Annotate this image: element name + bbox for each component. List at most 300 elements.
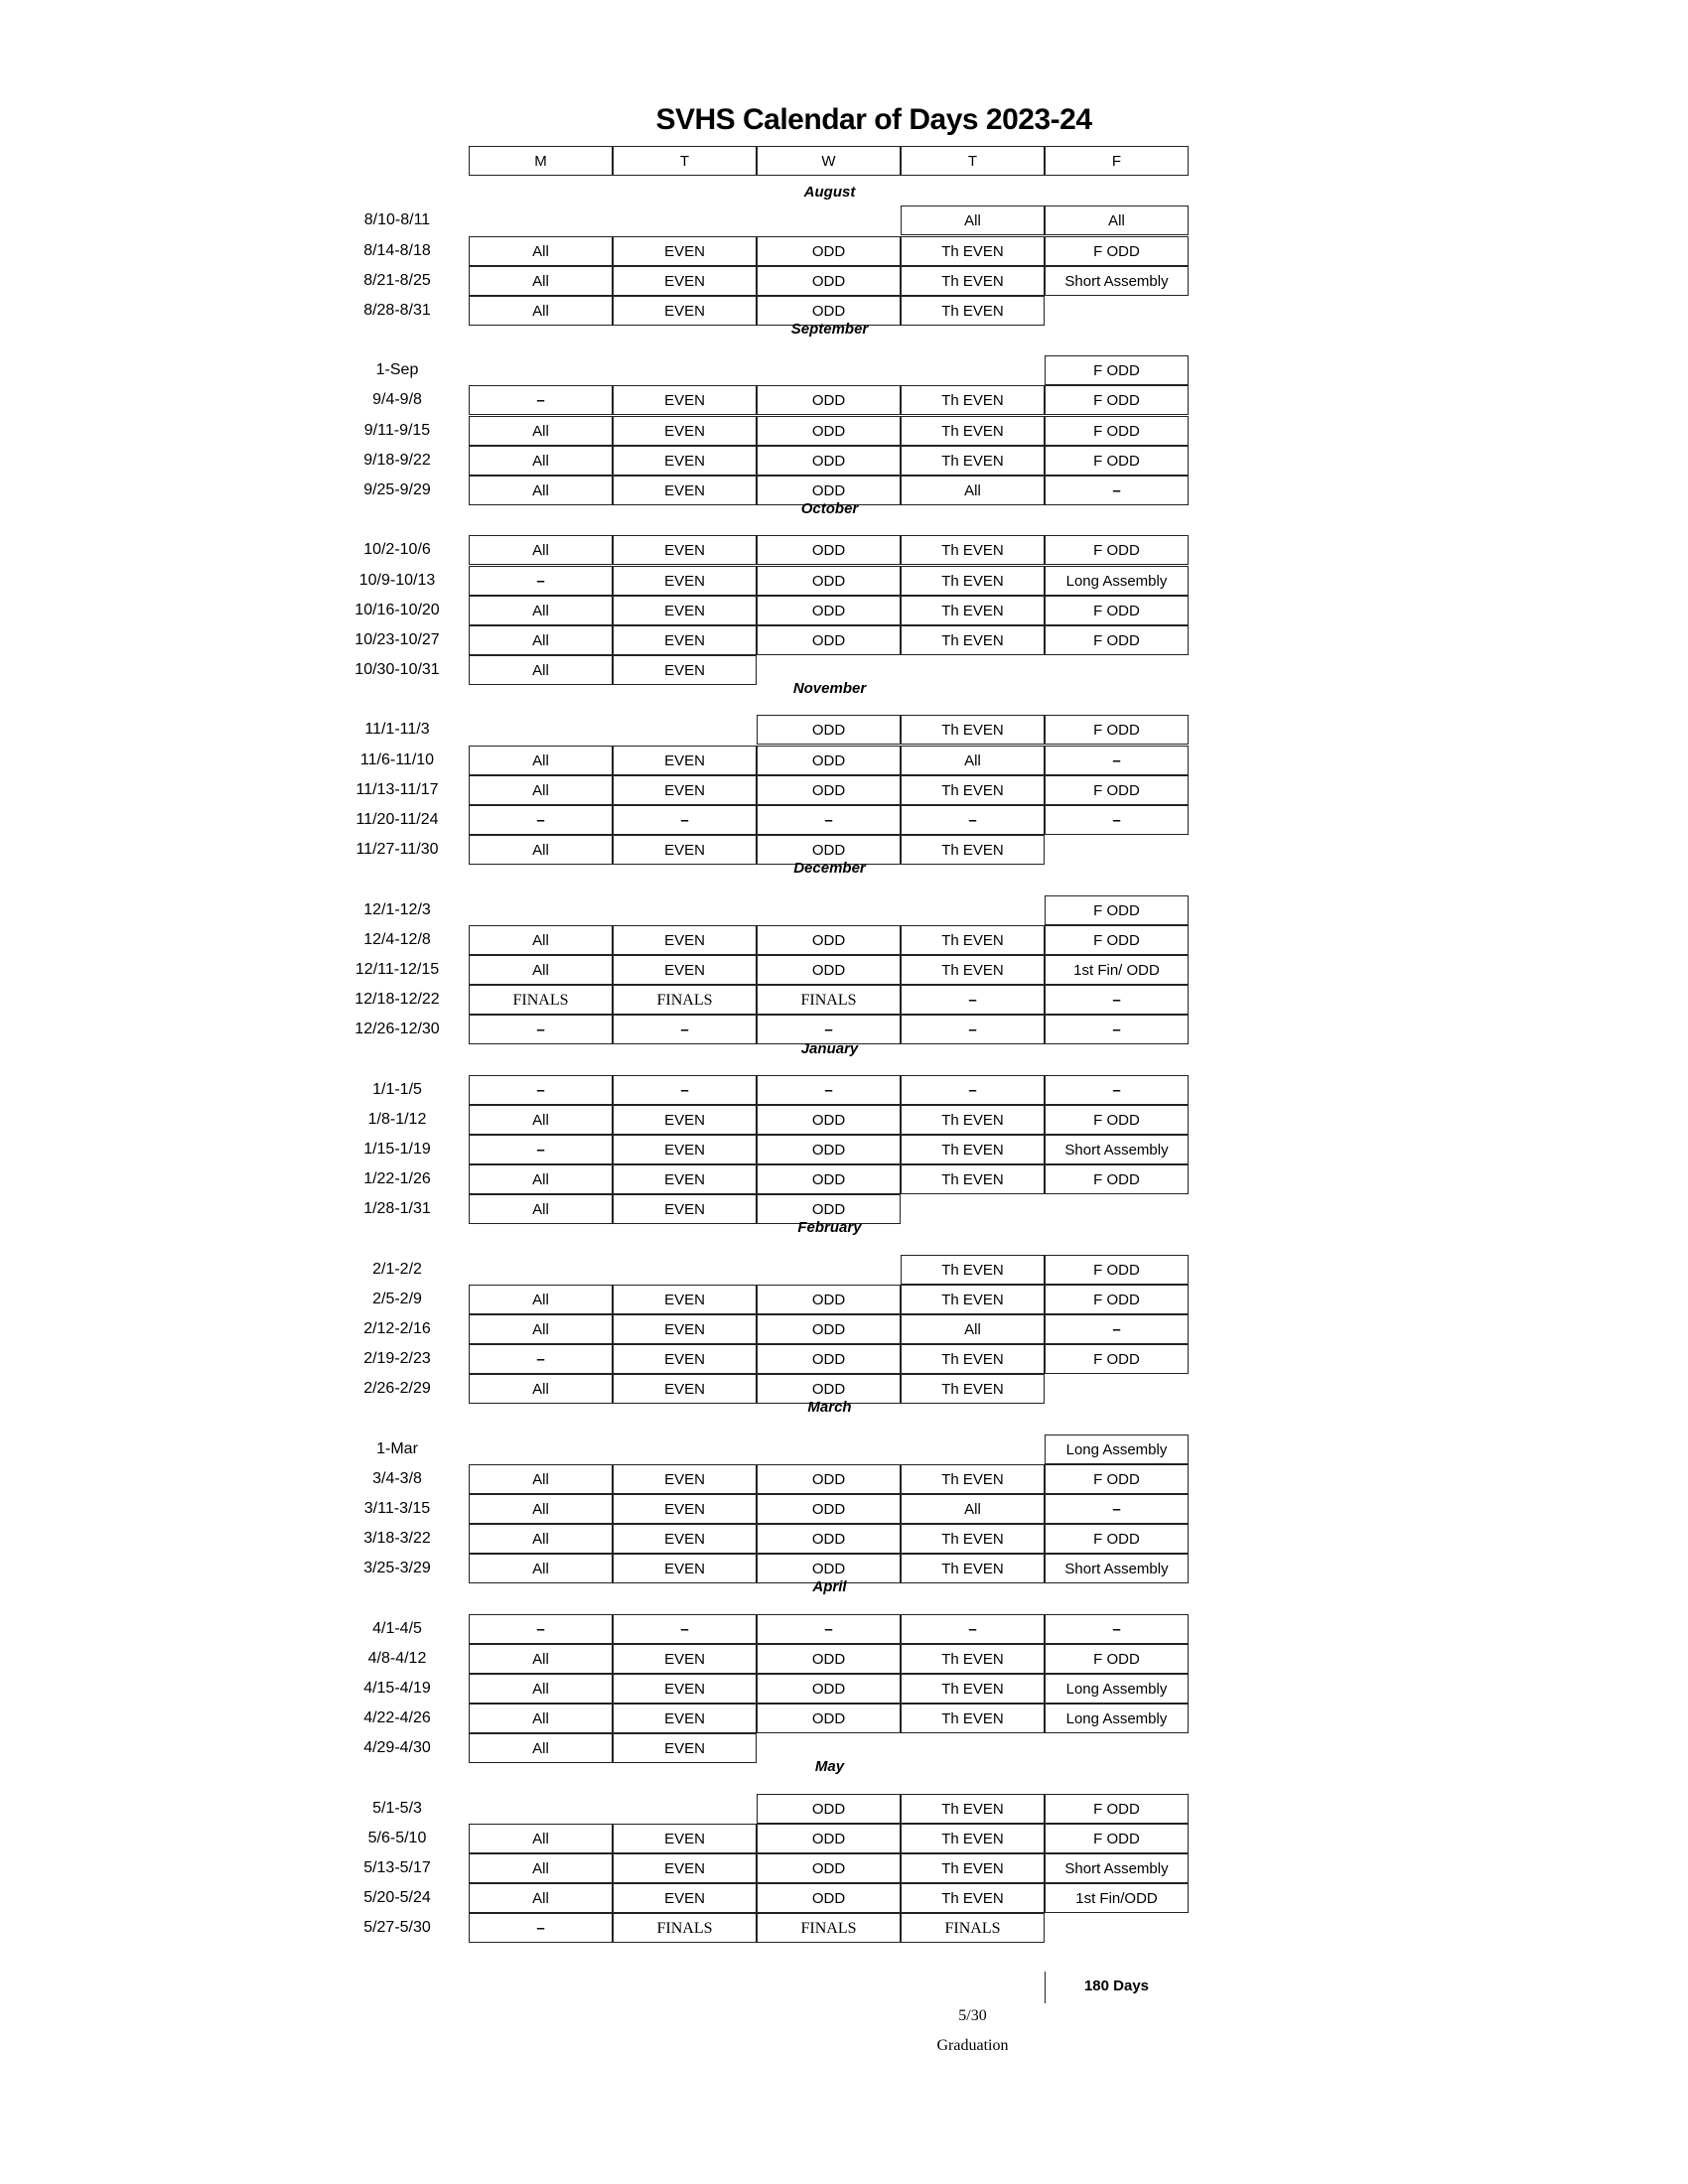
day-cell-thursday: All bbox=[901, 1494, 1045, 1524]
day-cell-monday: All bbox=[469, 296, 613, 326]
day-cell-friday: – bbox=[1045, 1075, 1189, 1105]
month-heading-april: April bbox=[812, 1578, 847, 1595]
day-cell-wednesday: FINALS bbox=[757, 1913, 901, 1943]
day-cell-tuesday: EVEN bbox=[613, 1883, 757, 1913]
day-cell-tuesday: EVEN bbox=[613, 625, 757, 655]
day-cell-tuesday: EVEN bbox=[613, 1105, 757, 1135]
day-cell-friday: F ODD bbox=[1045, 625, 1189, 655]
day-cell-thursday: Th EVEN bbox=[901, 1464, 1045, 1494]
day-cell-monday: All bbox=[469, 1644, 613, 1674]
day-cell-thursday: Th EVEN bbox=[901, 446, 1045, 476]
day-cell-friday: Long Assembly bbox=[1045, 1704, 1189, 1733]
week-row bbox=[0, 985, 1688, 1015]
day-cell-friday: – bbox=[1045, 805, 1189, 835]
day-cell-thursday: Th EVEN bbox=[901, 1794, 1045, 1824]
week-row bbox=[0, 625, 1688, 655]
day-cell-tuesday: EVEN bbox=[613, 1674, 757, 1704]
day-cell-wednesday: – bbox=[757, 1015, 901, 1044]
day-cell-thursday: Th EVEN bbox=[901, 1674, 1045, 1704]
day-cell-friday: F ODD bbox=[1045, 1285, 1189, 1314]
day-cell-wednesday: ODD bbox=[757, 296, 901, 326]
day-cell-friday: Short Assembly bbox=[1045, 1853, 1189, 1883]
week-row bbox=[0, 925, 1688, 955]
week-date-range: 5/27-5/30 bbox=[363, 1919, 431, 1936]
day-cell-tuesday: EVEN bbox=[613, 1733, 757, 1763]
day-cell-monday: All bbox=[469, 746, 613, 775]
header-tuesday: T bbox=[613, 146, 757, 176]
week-row bbox=[0, 355, 1688, 385]
day-cell-thursday: – bbox=[901, 1075, 1045, 1105]
day-cell-tuesday: EVEN bbox=[613, 566, 757, 596]
month-heading-november: November bbox=[792, 680, 867, 697]
day-cell-monday: All bbox=[469, 1704, 613, 1733]
week-date-range: 1-Sep bbox=[375, 361, 419, 378]
week-row bbox=[0, 775, 1688, 805]
day-cell-thursday: – bbox=[901, 985, 1045, 1015]
week-date-range: 4/15-4/19 bbox=[363, 1680, 431, 1697]
day-cell-friday: F ODD bbox=[1045, 895, 1189, 925]
day-cell-friday: F ODD bbox=[1045, 715, 1189, 745]
day-cell-monday: – bbox=[469, 1913, 613, 1943]
week-date-range: 11/1-11/3 bbox=[364, 721, 430, 738]
week-row bbox=[0, 1883, 1688, 1913]
day-cell-monday: All bbox=[469, 1194, 613, 1224]
day-cell-thursday: Th EVEN bbox=[901, 416, 1045, 446]
week-row bbox=[0, 805, 1688, 835]
day-cell-tuesday: – bbox=[613, 1015, 757, 1044]
week-row bbox=[0, 1285, 1688, 1314]
week-row bbox=[0, 1464, 1688, 1494]
day-cell-wednesday: ODD bbox=[757, 746, 901, 775]
day-cell-friday: Long Assembly bbox=[1045, 566, 1189, 596]
day-cell-monday: All bbox=[469, 1314, 613, 1344]
day-cell-thursday: Th EVEN bbox=[901, 925, 1045, 955]
day-cell-thursday: Th EVEN bbox=[901, 596, 1045, 625]
day-cell-tuesday: EVEN bbox=[613, 1164, 757, 1194]
day-cell-thursday: Th EVEN bbox=[901, 955, 1045, 985]
header-thursday: T bbox=[901, 146, 1045, 176]
day-cell-monday: All bbox=[469, 655, 613, 685]
total-days: 180 Days bbox=[1083, 1978, 1150, 1994]
day-cell-tuesday: – bbox=[613, 1075, 757, 1105]
day-cell-monday: All bbox=[469, 955, 613, 985]
day-cell-wednesday: ODD bbox=[757, 1883, 901, 1913]
day-cell-tuesday: EVEN bbox=[613, 1824, 757, 1853]
day-cell-monday: – bbox=[469, 1344, 613, 1374]
graduation-date: 5/30 bbox=[958, 2007, 987, 2024]
day-cell-wednesday: ODD bbox=[757, 236, 901, 266]
day-cell-thursday: Th EVEN bbox=[901, 1883, 1045, 1913]
week-row bbox=[0, 1644, 1688, 1674]
day-cell-friday: F ODD bbox=[1045, 446, 1189, 476]
day-cell-tuesday: – bbox=[613, 805, 757, 835]
day-cell-friday: F ODD bbox=[1045, 1794, 1189, 1824]
day-cell-tuesday: EVEN bbox=[613, 446, 757, 476]
day-cell-thursday: All bbox=[901, 205, 1045, 235]
day-cell-tuesday: EVEN bbox=[613, 1524, 757, 1554]
day-cell-wednesday: ODD bbox=[757, 266, 901, 296]
day-cell-friday: F ODD bbox=[1045, 1344, 1189, 1374]
week-date-range: 2/1-2/2 bbox=[372, 1261, 422, 1278]
day-cell-friday: – bbox=[1045, 746, 1189, 775]
day-cell-thursday: Th EVEN bbox=[901, 1554, 1045, 1583]
week-date-range: 8/10-8/11 bbox=[363, 211, 431, 228]
day-cell-thursday: Th EVEN bbox=[901, 1255, 1045, 1285]
day-cell-friday: F ODD bbox=[1045, 1164, 1189, 1194]
week-row bbox=[0, 535, 1688, 565]
day-cell-monday: All bbox=[469, 1674, 613, 1704]
header-monday: M bbox=[469, 146, 613, 176]
week-row bbox=[0, 1135, 1688, 1164]
week-row bbox=[0, 1075, 1688, 1105]
day-cell-tuesday: EVEN bbox=[613, 925, 757, 955]
header-wednesday: W bbox=[757, 146, 901, 176]
day-cell-thursday: Th EVEN bbox=[901, 266, 1045, 296]
day-cell-tuesday: EVEN bbox=[613, 476, 757, 505]
week-row bbox=[0, 1674, 1688, 1704]
week-date-range: 11/13-11/17 bbox=[355, 781, 439, 798]
day-cell-tuesday: EVEN bbox=[613, 416, 757, 446]
day-cell-monday: All bbox=[469, 925, 613, 955]
day-cell-thursday: All bbox=[901, 1314, 1045, 1344]
day-cell-tuesday: EVEN bbox=[613, 835, 757, 865]
week-date-range: 1/22-1/26 bbox=[363, 1170, 431, 1187]
day-cell-thursday: Th EVEN bbox=[901, 1853, 1045, 1883]
day-cell-friday: – bbox=[1045, 985, 1189, 1015]
week-row bbox=[0, 1494, 1688, 1524]
day-cell-monday: All bbox=[469, 1824, 613, 1853]
day-cell-friday: F ODD bbox=[1045, 596, 1189, 625]
day-cell-tuesday: EVEN bbox=[613, 1135, 757, 1164]
day-cell-thursday: Th EVEN bbox=[901, 1285, 1045, 1314]
week-row bbox=[0, 1105, 1688, 1135]
day-cell-thursday: – bbox=[901, 1614, 1045, 1644]
day-cell-wednesday: ODD bbox=[757, 625, 901, 655]
week-date-range: 5/6-5/10 bbox=[367, 1830, 427, 1846]
week-date-range: 10/2-10/6 bbox=[363, 541, 431, 558]
day-cell-friday: Long Assembly bbox=[1045, 1434, 1189, 1464]
week-row bbox=[0, 1344, 1688, 1374]
day-cell-monday: – bbox=[469, 1614, 613, 1644]
week-date-range: 1/15-1/19 bbox=[363, 1141, 431, 1158]
day-cell-thursday: Th EVEN bbox=[901, 625, 1045, 655]
day-cell-tuesday: EVEN bbox=[613, 655, 757, 685]
week-date-range: 1-Mar bbox=[376, 1440, 418, 1457]
week-date-range: 9/11-9/15 bbox=[363, 422, 431, 439]
day-cell-monday: All bbox=[469, 1524, 613, 1554]
day-cell-tuesday: EVEN bbox=[613, 1644, 757, 1674]
day-cell-thursday: Th EVEN bbox=[901, 775, 1045, 805]
week-date-range: 3/4-3/8 bbox=[372, 1470, 422, 1487]
week-date-range: 9/18-9/22 bbox=[363, 452, 431, 469]
day-cell-tuesday: EVEN bbox=[613, 1464, 757, 1494]
day-cell-friday: – bbox=[1045, 1314, 1189, 1344]
day-cell-friday: – bbox=[1045, 1015, 1189, 1044]
week-date-range: 5/13-5/17 bbox=[363, 1859, 431, 1876]
week-row bbox=[0, 955, 1688, 985]
day-cell-tuesday: EVEN bbox=[613, 236, 757, 266]
week-row bbox=[0, 1164, 1688, 1194]
day-cell-wednesday: ODD bbox=[757, 1464, 901, 1494]
day-cell-monday: All bbox=[469, 1883, 613, 1913]
day-cell-tuesday: EVEN bbox=[613, 1853, 757, 1883]
week-date-range: 2/5-2/9 bbox=[372, 1291, 422, 1307]
day-cell-monday: All bbox=[469, 416, 613, 446]
week-row bbox=[0, 1794, 1688, 1824]
day-cell-tuesday: – bbox=[613, 1614, 757, 1644]
month-heading-october: October bbox=[800, 500, 859, 517]
day-cell-wednesday: ODD bbox=[757, 1314, 901, 1344]
day-cell-wednesday: ODD bbox=[757, 1524, 901, 1554]
weekday-header-row bbox=[0, 146, 1688, 176]
week-date-range: 10/30-10/31 bbox=[354, 661, 440, 678]
week-date-range: 4/1-4/5 bbox=[372, 1620, 422, 1637]
day-cell-monday: All bbox=[469, 1105, 613, 1135]
week-date-range: 11/6-11/10 bbox=[359, 751, 435, 768]
page-title: SVHS Calendar of Days 2023-24 bbox=[655, 103, 1092, 136]
day-cell-thursday: All bbox=[901, 746, 1045, 775]
day-cell-friday: F ODD bbox=[1045, 1524, 1189, 1554]
day-cell-friday: All bbox=[1045, 205, 1189, 235]
day-cell-friday: F ODD bbox=[1045, 385, 1189, 415]
day-cell-wednesday: ODD bbox=[757, 1374, 901, 1404]
week-date-range: 1/8-1/12 bbox=[367, 1111, 427, 1128]
day-cell-tuesday: EVEN bbox=[613, 955, 757, 985]
day-cell-wednesday: – bbox=[757, 805, 901, 835]
day-cell-monday: All bbox=[469, 596, 613, 625]
day-cell-thursday: Th EVEN bbox=[901, 1374, 1045, 1404]
day-cell-wednesday: ODD bbox=[757, 775, 901, 805]
week-date-range: 1/1-1/5 bbox=[372, 1081, 422, 1098]
day-cell-wednesday: ODD bbox=[757, 925, 901, 955]
day-cell-wednesday: ODD bbox=[757, 1554, 901, 1583]
week-date-range: 10/9-10/13 bbox=[358, 572, 436, 589]
week-date-range: 12/1-12/3 bbox=[363, 901, 431, 918]
week-row bbox=[0, 416, 1688, 446]
day-cell-monday: All bbox=[469, 476, 613, 505]
week-row bbox=[0, 1704, 1688, 1733]
day-cell-monday: All bbox=[469, 1464, 613, 1494]
day-cell-wednesday: ODD bbox=[757, 1105, 901, 1135]
day-cell-tuesday: FINALS bbox=[613, 985, 757, 1015]
week-date-range: 8/21-8/25 bbox=[363, 272, 431, 289]
day-cell-wednesday: ODD bbox=[757, 1194, 901, 1224]
day-cell-tuesday: EVEN bbox=[613, 1285, 757, 1314]
day-cell-tuesday: EVEN bbox=[613, 385, 757, 415]
week-row bbox=[0, 1434, 1688, 1464]
day-cell-thursday: Th EVEN bbox=[901, 566, 1045, 596]
week-date-range: 1/28-1/31 bbox=[363, 1200, 431, 1217]
day-cell-wednesday: ODD bbox=[757, 1285, 901, 1314]
week-row bbox=[0, 596, 1688, 625]
day-cell-tuesday: EVEN bbox=[613, 596, 757, 625]
week-date-range: 10/16-10/20 bbox=[354, 602, 440, 618]
month-heading-may: May bbox=[814, 1758, 845, 1775]
day-cell-monday: All bbox=[469, 1494, 613, 1524]
day-cell-friday: 1st Fin/ODD bbox=[1045, 1883, 1189, 1913]
day-cell-wednesday: ODD bbox=[757, 566, 901, 596]
week-date-range: 2/19-2/23 bbox=[363, 1350, 431, 1367]
day-cell-thursday: Th EVEN bbox=[901, 1704, 1045, 1733]
day-cell-monday: – bbox=[469, 385, 613, 415]
day-cell-monday: All bbox=[469, 1733, 613, 1763]
day-cell-wednesday: ODD bbox=[757, 1704, 901, 1733]
week-date-range: 12/18-12/22 bbox=[354, 991, 440, 1008]
day-cell-wednesday: ODD bbox=[757, 596, 901, 625]
week-date-range: 9/4-9/8 bbox=[372, 391, 422, 408]
month-heading-march: March bbox=[807, 1399, 852, 1416]
week-date-range: 8/28-8/31 bbox=[363, 302, 431, 319]
day-cell-monday: FINALS bbox=[469, 985, 613, 1015]
day-cell-friday: F ODD bbox=[1045, 1105, 1189, 1135]
week-row bbox=[0, 1314, 1688, 1344]
day-cell-friday: F ODD bbox=[1045, 1464, 1189, 1494]
day-cell-wednesday: ODD bbox=[757, 1853, 901, 1883]
day-cell-friday: F ODD bbox=[1045, 236, 1189, 266]
day-cell-monday: – bbox=[469, 805, 613, 835]
day-cell-friday: F ODD bbox=[1045, 1255, 1189, 1285]
week-date-range: 3/11-3/15 bbox=[363, 1500, 431, 1517]
week-row bbox=[0, 1824, 1688, 1853]
week-row bbox=[0, 715, 1688, 745]
week-date-range: 5/20-5/24 bbox=[363, 1889, 431, 1906]
day-cell-friday: – bbox=[1045, 476, 1189, 505]
day-cell-wednesday: ODD bbox=[757, 1494, 901, 1524]
week-date-range: 3/18-3/22 bbox=[363, 1530, 431, 1547]
day-cell-monday: All bbox=[469, 1285, 613, 1314]
day-cell-wednesday: ODD bbox=[757, 535, 901, 565]
week-row bbox=[0, 895, 1688, 925]
day-cell-monday: – bbox=[469, 1135, 613, 1164]
week-date-range: 5/1-5/3 bbox=[372, 1800, 422, 1817]
week-row bbox=[0, 746, 1688, 775]
day-cell-thursday: Th EVEN bbox=[901, 1105, 1045, 1135]
day-cell-monday: All bbox=[469, 236, 613, 266]
day-cell-monday: All bbox=[469, 1164, 613, 1194]
day-cell-thursday: Th EVEN bbox=[901, 385, 1045, 415]
month-heading-december: December bbox=[793, 860, 866, 877]
day-cell-monday: All bbox=[469, 1554, 613, 1583]
day-cell-wednesday: ODD bbox=[757, 1824, 901, 1853]
week-date-range: 10/23-10/27 bbox=[354, 631, 440, 648]
day-cell-friday: Short Assembly bbox=[1045, 266, 1189, 296]
day-cell-monday: All bbox=[469, 266, 613, 296]
month-heading-august: August bbox=[803, 184, 856, 201]
day-cell-tuesday: EVEN bbox=[613, 1194, 757, 1224]
week-row bbox=[0, 236, 1688, 266]
week-date-range: 11/27-11/30 bbox=[355, 841, 439, 858]
month-heading-january: January bbox=[800, 1040, 859, 1057]
day-cell-thursday: Th EVEN bbox=[901, 1135, 1045, 1164]
day-cell-tuesday: EVEN bbox=[613, 1494, 757, 1524]
week-row bbox=[0, 446, 1688, 476]
day-cell-thursday: Th EVEN bbox=[901, 715, 1045, 745]
week-row bbox=[0, 1255, 1688, 1285]
week-date-range: 12/4-12/8 bbox=[363, 931, 431, 948]
day-cell-thursday: Th EVEN bbox=[901, 1524, 1045, 1554]
day-cell-friday: F ODD bbox=[1045, 355, 1189, 385]
day-cell-tuesday: EVEN bbox=[613, 1374, 757, 1404]
week-date-range: 12/26-12/30 bbox=[354, 1021, 440, 1037]
day-cell-thursday: – bbox=[901, 1015, 1045, 1044]
day-cell-thursday: Th EVEN bbox=[901, 1164, 1045, 1194]
day-cell-monday: – bbox=[469, 566, 613, 596]
week-row bbox=[0, 566, 1688, 596]
week-date-range: 4/29-4/30 bbox=[363, 1739, 431, 1756]
week-date-range: 12/11-12/15 bbox=[354, 961, 440, 978]
day-cell-wednesday: ODD bbox=[757, 1794, 901, 1824]
day-cell-thursday: FINALS bbox=[901, 1913, 1045, 1943]
week-date-range: 3/25-3/29 bbox=[363, 1560, 431, 1576]
day-cell-wednesday: ODD bbox=[757, 446, 901, 476]
month-heading-february: February bbox=[797, 1219, 862, 1236]
week-row bbox=[0, 205, 1688, 235]
day-cell-thursday: Th EVEN bbox=[901, 236, 1045, 266]
month-heading-september: September bbox=[790, 321, 869, 338]
day-cell-monday: All bbox=[469, 446, 613, 476]
day-cell-thursday: – bbox=[901, 805, 1045, 835]
day-cell-friday: – bbox=[1045, 1614, 1189, 1644]
week-date-range: 2/26-2/29 bbox=[363, 1380, 431, 1397]
day-cell-tuesday: EVEN bbox=[613, 535, 757, 565]
day-cell-wednesday: ODD bbox=[757, 715, 901, 745]
week-date-range: 4/22-4/26 bbox=[363, 1709, 431, 1726]
day-cell-wednesday: ODD bbox=[757, 416, 901, 446]
day-cell-thursday: Th EVEN bbox=[901, 535, 1045, 565]
day-cell-thursday: Th EVEN bbox=[901, 296, 1045, 326]
day-cell-wednesday: ODD bbox=[757, 835, 901, 865]
week-date-range: 8/14-8/18 bbox=[363, 242, 431, 259]
day-cell-monday: All bbox=[469, 625, 613, 655]
week-row bbox=[0, 1524, 1688, 1554]
day-cell-wednesday: – bbox=[757, 1614, 901, 1644]
day-cell-thursday: Th EVEN bbox=[901, 1644, 1045, 1674]
day-cell-wednesday: ODD bbox=[757, 1674, 901, 1704]
week-date-range: 9/25-9/29 bbox=[363, 481, 431, 498]
day-cell-thursday: All bbox=[901, 476, 1045, 505]
day-cell-monday: All bbox=[469, 1853, 613, 1883]
header-friday: F bbox=[1045, 146, 1189, 176]
day-cell-monday: – bbox=[469, 1015, 613, 1044]
day-cell-thursday: Th EVEN bbox=[901, 1824, 1045, 1853]
day-cell-thursday: Th EVEN bbox=[901, 835, 1045, 865]
day-cell-tuesday: EVEN bbox=[613, 1704, 757, 1733]
week-date-range: 11/20-11/24 bbox=[355, 811, 439, 828]
day-cell-friday: F ODD bbox=[1045, 416, 1189, 446]
day-cell-wednesday: FINALS bbox=[757, 985, 901, 1015]
day-cell-friday: F ODD bbox=[1045, 925, 1189, 955]
week-date-range: 2/12-2/16 bbox=[363, 1320, 431, 1337]
day-cell-wednesday: ODD bbox=[757, 1135, 901, 1164]
day-cell-tuesday: FINALS bbox=[613, 1913, 757, 1943]
week-row bbox=[0, 1913, 1688, 1943]
day-cell-wednesday: ODD bbox=[757, 385, 901, 415]
day-cell-friday: Long Assembly bbox=[1045, 1674, 1189, 1704]
week-row bbox=[0, 385, 1688, 415]
day-cell-wednesday: – bbox=[757, 1075, 901, 1105]
day-cell-friday: Short Assembly bbox=[1045, 1135, 1189, 1164]
day-cell-tuesday: EVEN bbox=[613, 746, 757, 775]
day-cell-monday: All bbox=[469, 1374, 613, 1404]
day-cell-friday: F ODD bbox=[1045, 775, 1189, 805]
day-cell-tuesday: EVEN bbox=[613, 775, 757, 805]
week-row bbox=[0, 266, 1688, 296]
day-cell-tuesday: EVEN bbox=[613, 1554, 757, 1583]
day-cell-friday: F ODD bbox=[1045, 535, 1189, 565]
day-cell-friday: F ODD bbox=[1045, 1644, 1189, 1674]
day-cell-wednesday: ODD bbox=[757, 1344, 901, 1374]
week-row bbox=[0, 1853, 1688, 1883]
